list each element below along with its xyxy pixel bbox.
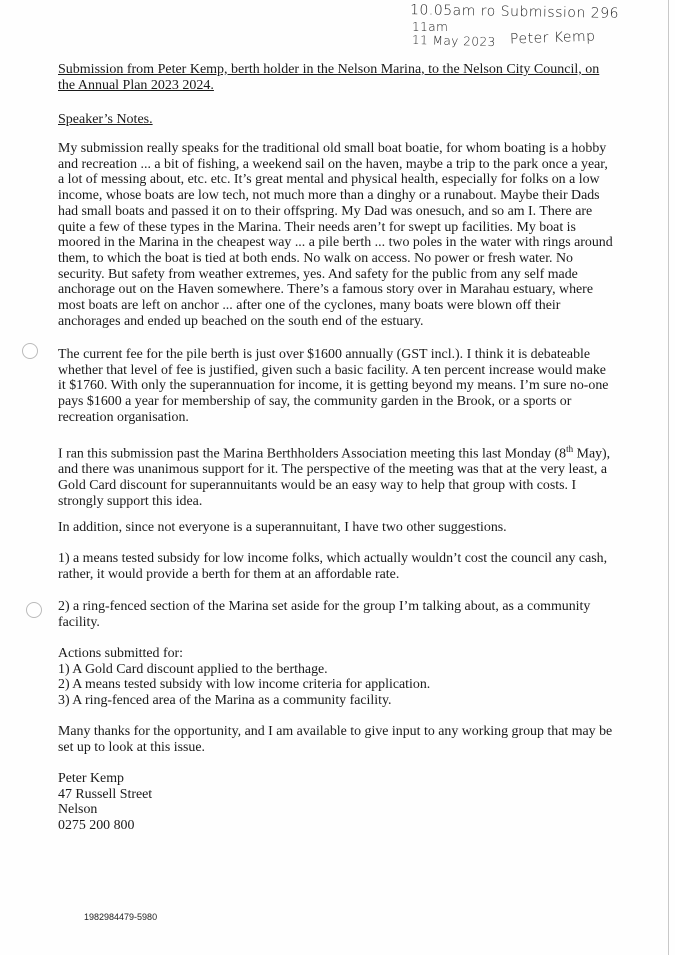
page-edge — [668, 0, 669, 955]
action-item: 2) A means tested subsidy with low income criteria for application. — [58, 677, 431, 693]
handwritten-date: 11 May 2023 — [411, 32, 496, 50]
paragraph-closing: Many thanks for the opportunity, and I am available to give input to any working group that may be set up to look at this issue. — [58, 724, 613, 755]
signature-street: 47 Russell Street — [58, 786, 153, 802]
handwritten-receipt-note: 10.05am ro Submission 296 — [409, 2, 620, 22]
handwritten-signature: Peter Kemp — [509, 28, 596, 48]
action-item: 3) A ring-fenced area of the Marina as a community facility. — [58, 693, 392, 709]
punch-hole — [22, 343, 38, 359]
signature-city: Nelson — [58, 802, 98, 818]
handwritten-time: 11am — [412, 20, 449, 34]
paragraph-suggestion-2: 2) a ring-fenced section of the Marina set aside for the group I’m talking about, as a community facility. — [58, 599, 591, 630]
action-item: 1) A Gold Card discount applied to the berthage. — [58, 661, 328, 677]
document-title: Submission from Peter Kemp, berth holder in the Nelson Marina, to the Nelson City Council, on the Annual Plan 2023 2024. — [58, 62, 600, 93]
punch-hole — [26, 602, 42, 618]
signature-phone: 0275 200 800 — [58, 818, 135, 834]
actions-heading: Actions submitted for: — [58, 646, 184, 661]
paragraph-intro: My submission really speaks for the traditional old small boat boatie, for whom boating is a hobby and recreation ... a bit of fishing, a weekend sail on the haven, maybe a trip to the park once a year, a lot of messing about, etc. etc. It’s great mental and physical health, especially for folks on a low income, whose boats are low tech, not much more than a dinghy or a runabout. Maybe their Dads had small boats and passed it on to their offspring. My Dad was onesuch, and so am I. There are quite a few of these types in the Marina. Their needs aren’t for swept up facilities. My boat is moored in the Marina in the cheapest way ... a pile berth ... two poles in the water with rings around them, to which the boat is tied at both ends. No walk on access. No power or fresh water. No security. But safety from weather extremes, yes. And safety for the public from any self made anchorage out on the Haven somewhere. There’s a famous story over in Marahau estuary, where most boats are left on anchor ... after one of the cyclones, many boats were blown off their anchorages and ended up beached on the south end of the estuary. — [58, 141, 613, 329]
signature-block — [58, 771, 152, 834]
actions-list — [58, 646, 614, 709]
paragraph-association-meeting: I ran this submission past the Marina Berthholders Association meeting this last Monday (8th May), and there was unanimous support for it. The perspective of the meeting was that at the very least, a Gold Card discount for superannuitants would be an easy way to help that group with costs. I strongly support this idea. — [58, 444, 611, 509]
paragraph-fee: The current fee for the pile berth is just over $1600 annually (GST incl.). I think it is debateable whether that level of fee is justified, given such a basic facility. A ten percent increase would make it $1760. With only the superannuation for income, it is getting beyond my means. I’m sure no-one pays $1600 a year for membership of say, the community garden in the Brook, or a sports or recreation organisation. — [58, 347, 609, 425]
document-reference-number: 1982984479-5980 — [84, 912, 158, 922]
document-subheading: Speaker’s Notes. — [58, 112, 153, 127]
signature-name: Peter Kemp — [58, 771, 124, 786]
paragraph-suggestions-intro: In addition, since not everyone is a superannuitant, I have two other suggestions. — [58, 520, 507, 535]
paragraph-suggestion-1: 1) a means tested subsidy for low income folks, which actually wouldn’t cost the council any cash, rather, it would provide a berth for them at an affordable rate. — [58, 551, 608, 582]
